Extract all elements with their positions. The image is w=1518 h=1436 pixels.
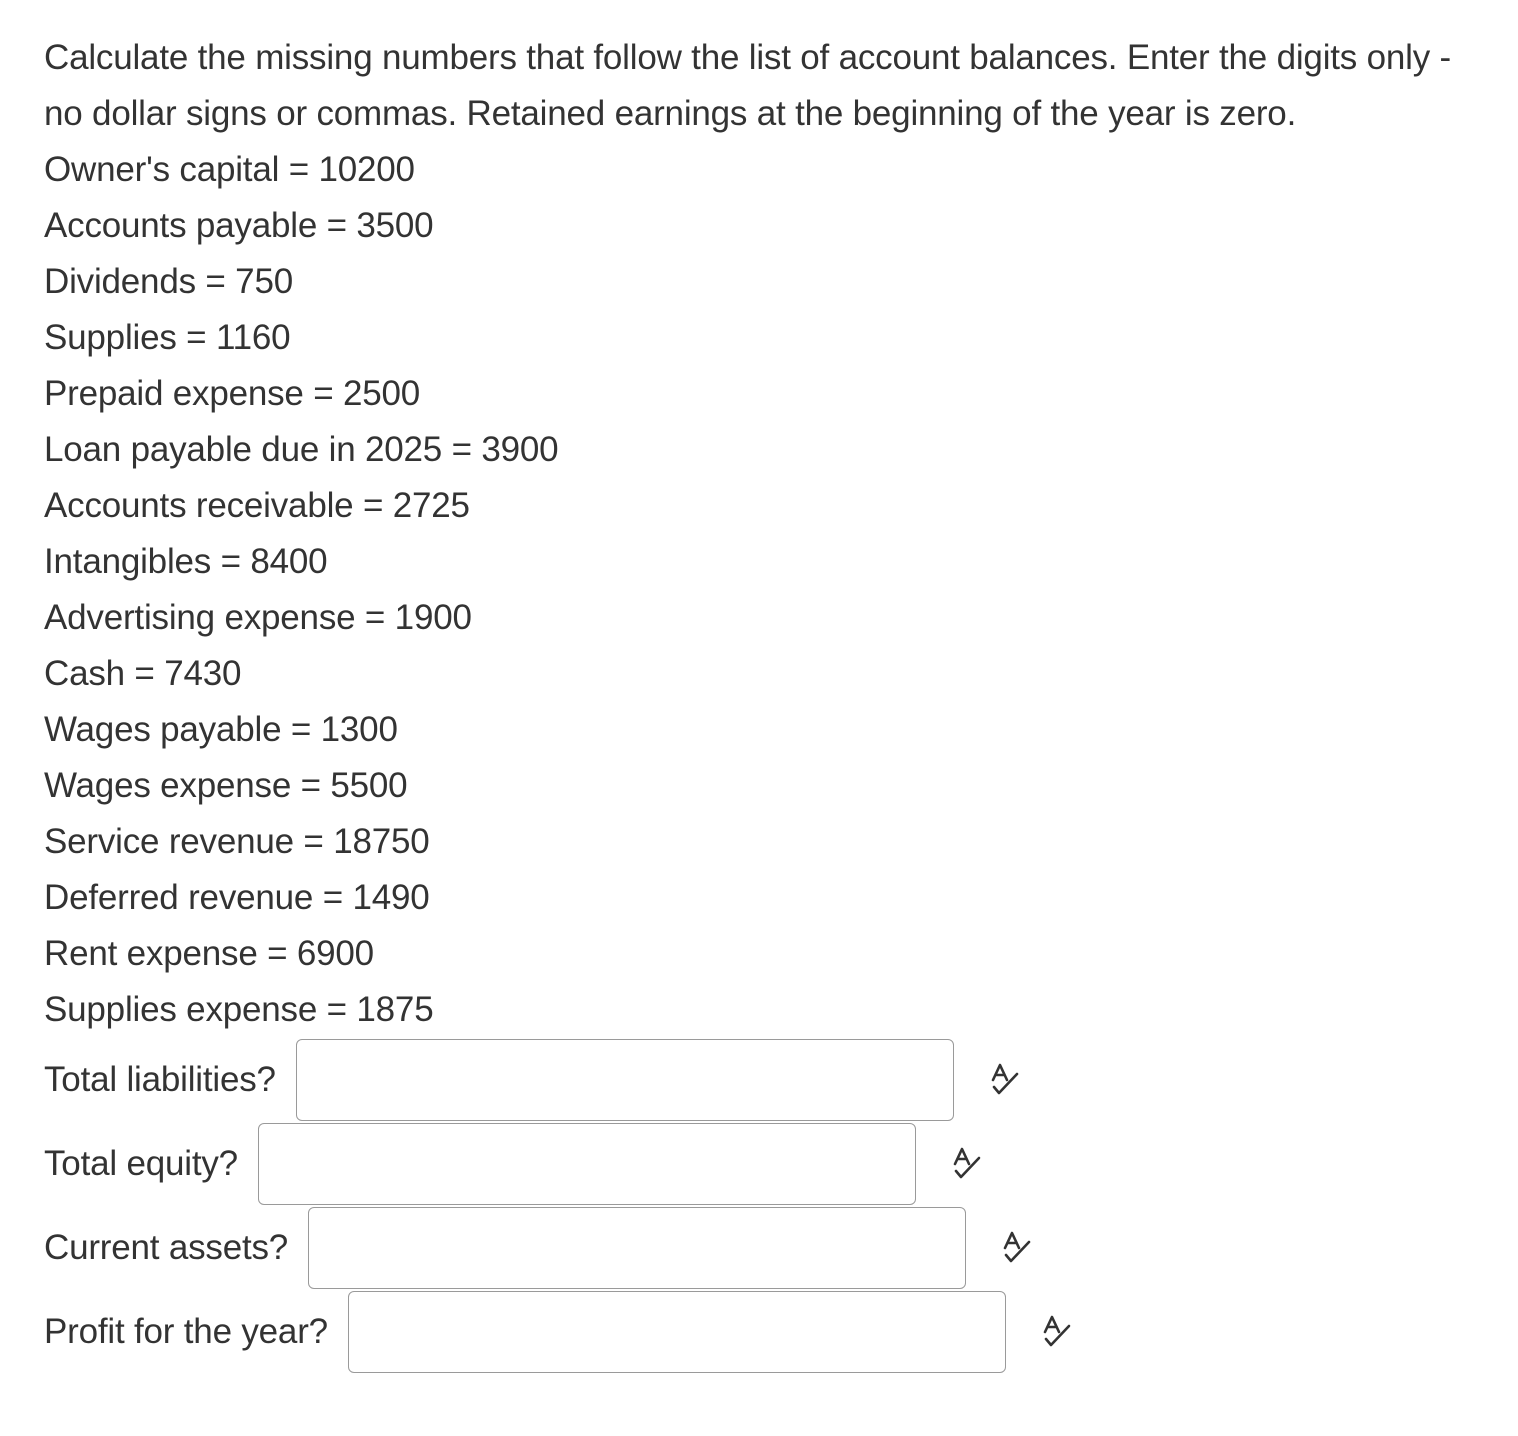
balance-item: Rent expense = 6900 xyxy=(44,934,374,973)
balance-item: Accounts payable = 3500 xyxy=(44,206,434,245)
balance-item: Cash = 7430 xyxy=(44,654,242,693)
instructions-text: Calculate the missing numbers that follow the list of account balances. Enter the digits only - no dollar signs or commas. Retained earnings at the beginning of the year is zero. xyxy=(44,38,1452,133)
total-equity-input[interactable] xyxy=(258,1123,916,1205)
balance-item: Intangibles = 8400 xyxy=(44,542,328,581)
total-equity-label: Total equity? xyxy=(44,1144,238,1183)
balance-item: Supplies expense = 1875 xyxy=(44,990,434,1029)
question-current-assets xyxy=(44,1206,1518,1290)
balance-item: Service revenue = 18750 xyxy=(44,822,430,861)
total-liabilities-input[interactable] xyxy=(296,1039,954,1121)
balance-item: Supplies = 1160 xyxy=(44,318,291,357)
account-balances-list xyxy=(44,142,1518,1038)
balance-item: Wages expense = 5500 xyxy=(44,766,408,805)
spellcheck-icon[interactable] xyxy=(984,1060,1024,1100)
profit-for-the-year-input[interactable] xyxy=(348,1291,1006,1373)
spellcheck-icon[interactable] xyxy=(946,1144,986,1184)
spellcheck-icon[interactable] xyxy=(1036,1312,1076,1352)
current-assets-input[interactable] xyxy=(308,1207,966,1289)
question-total-liabilities xyxy=(44,1038,1518,1122)
current-assets-label: Current assets? xyxy=(44,1228,289,1267)
spellcheck-icon[interactable] xyxy=(996,1228,1036,1268)
balance-item: Advertising expense = 1900 xyxy=(44,598,472,637)
balance-item: Wages payable = 1300 xyxy=(44,710,398,749)
balance-item: Prepaid expense = 2500 xyxy=(44,374,421,413)
balance-item: Deferred revenue = 1490 xyxy=(44,878,430,917)
question-profit-for-the-year xyxy=(44,1290,1518,1374)
balance-item: Loan payable due in 2025 = 3900 xyxy=(44,430,559,469)
balance-item: Accounts receivable = 2725 xyxy=(44,486,470,525)
total-liabilities-label: Total liabilities? xyxy=(44,1060,276,1099)
profit-for-the-year-label: Profit for the year? xyxy=(44,1312,328,1351)
balance-item: Dividends = 750 xyxy=(44,262,293,301)
question-total-equity xyxy=(44,1122,1518,1206)
balance-item: Owner's capital = 10200 xyxy=(44,150,415,189)
